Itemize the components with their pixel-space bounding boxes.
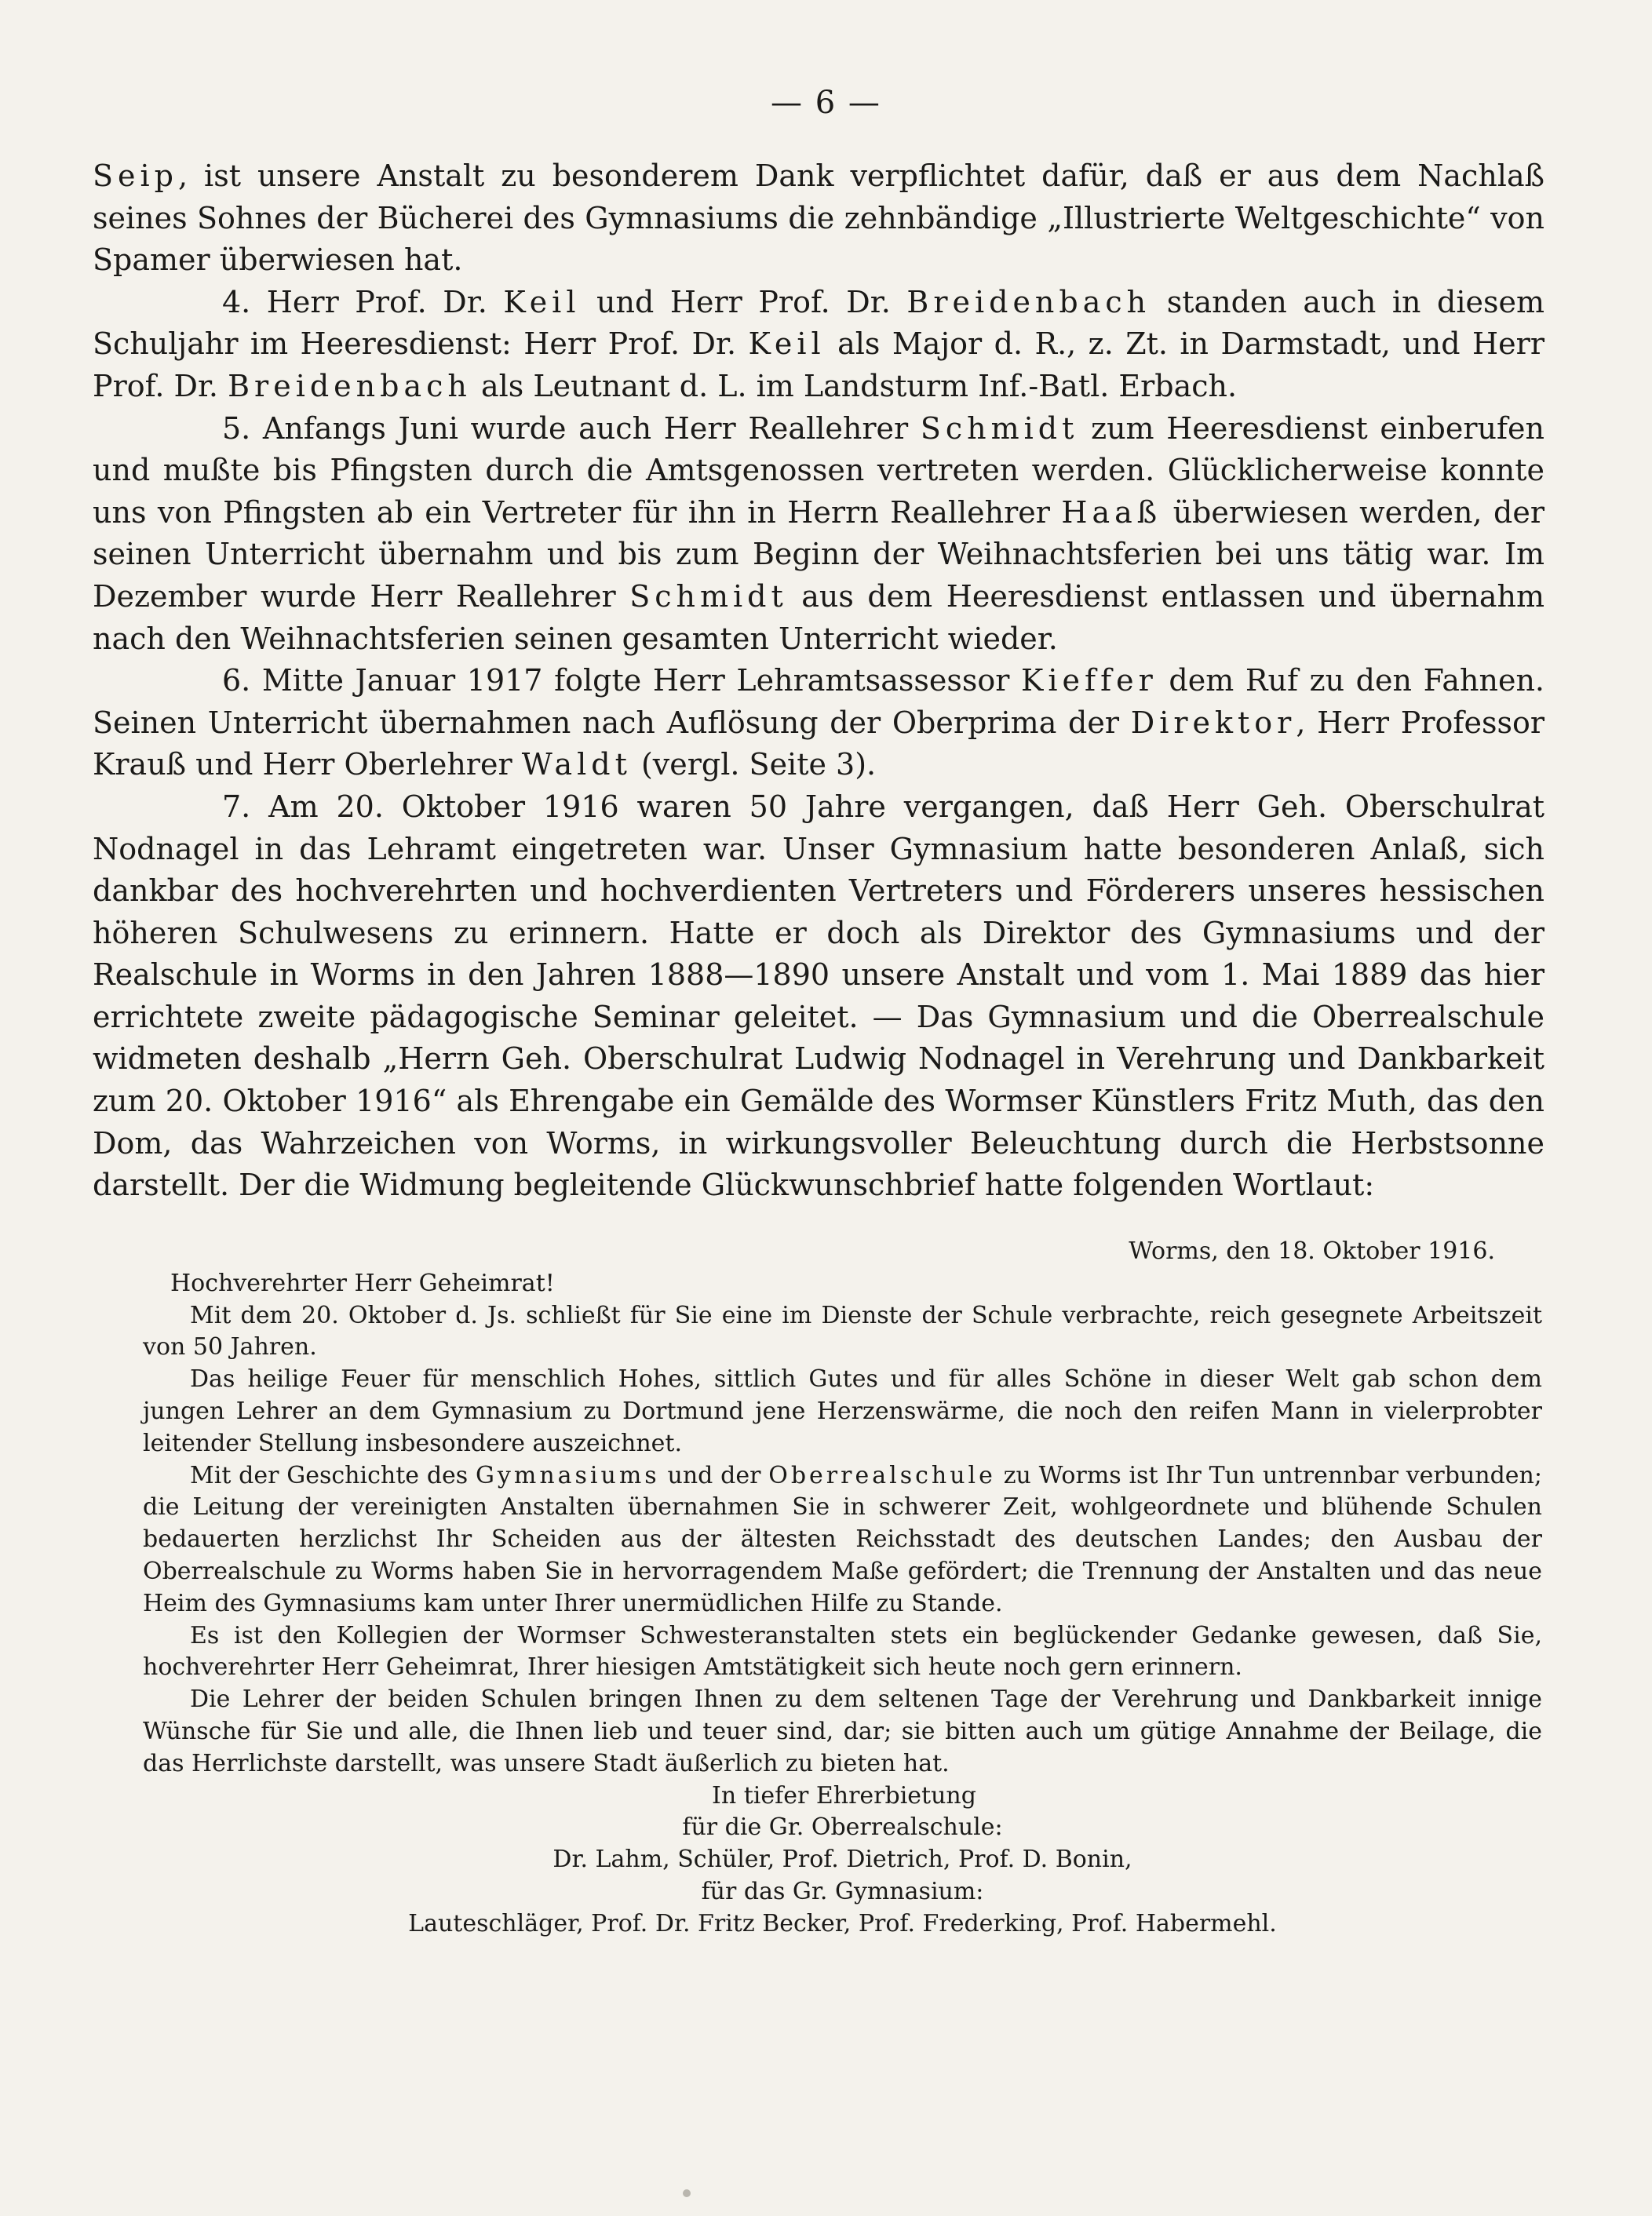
report-body [93,155,1544,1207]
paragraph-text: und Herr Oberlehrer [186,747,522,782]
paragraph-text: , ist unsere Anstalt zu besonderem Dank verpflichtet dafür, daß er aus dem Nachlaß seines Sohnes der Bücherei des Gymnasiums die zehnbändige „Illustrierte Weltgeschichte“ von Spamer überwiesen hat. [93,159,1544,278]
paragraph-text: 4. Herr Prof. Dr. [222,284,504,319]
paragraph-text: aus dem Heeresdienst entlassen und übernahm nach den Weihnachtsferien seinen gesamten Unterricht wieder. [93,578,1544,656]
signatory-heading-gymnasium: für das Gr. Gymnasium: [701,1877,984,1905]
letter-closing: In tiefer Ehrerbietung [712,1781,976,1810]
name-emphasis: Kieffer [1021,663,1158,698]
name-emphasis: Haaß [1061,494,1162,530]
name-emphasis: Seip [93,159,178,193]
paragraph-text: 7. Am 20. Oktober 1916 waren 50 Jahre vergangen, daß Herr Geh. Oberschulrat [222,789,1544,824]
letter-text: und der [659,1461,769,1489]
letter-salutation: Hochverehrter Herr Geheimrat! [170,1269,555,1297]
paragraph-6 [93,660,1544,786]
letter-paragraph: Die Lehrer der beiden Schulen bringen Ihnen zu dem seltenen Tage der Verehrung und Dankbarkeit innige Wünsche für Sie und alle, die Ihnen lieb und teuer sind, dar; sie bitten auch um gütige Annahme der Beilage, die das Herrlichste darstellt, was unsere Stadt äußerlich zu bieten hat. [143,1686,1542,1777]
letter-paragraph: Mit dem 20. Oktober d. Js. schließt für Sie eine im Dienste der Schule verbrachte, reich gesegnete Arbeitszeit von 50 Jahren. [143,1301,1542,1361]
paragraph-text: in das Lehramt eingetreten war. Unser Gymnasium hatte besonderen Anlaß, sich dankbar des hochverehrten und hochverdienten Vertreters und Förderers unseres hessischen höheren Schulwesens zu erinnern. Hatte er doch als Direktor des Gymnasiums und der Realschule in Worms in den Jahren 1888—1890 unsere Anstalt und vom 1. Mai 1889 das hier errichtete zweite pädagogische Seminar geleitet. — Das Gymnasium und die Oberrealschule widmeten deshalb „Herrn Geh. Oberschulrat Ludwig Nodnagel in Verehrung und Dankbarkeit zum 20. Oktober 1916“ als Ehrengabe ein Gemälde des Wormser Künstlers Fritz Muth, das den Dom, das Wahrzeichen von Worms, in wirkungsvoller Beleuchtung durch die Herbstsonne darstellt. Der die Widmung begleitende Glückwunschbrief hatte folgenden Wortlaut: [93,831,1544,1203]
letter-paragraph: Es ist den Kollegien der Wormser Schwesteranstalten stets ein beglückender Gedanke gewesen, daß Sie, hochverehrter Herr Geheimrat, Ihrer hiesigen Amtstätigkeit sich heute noch gern erinnern. [143,1621,1542,1682]
page-number: — 6 — [771,85,881,121]
name-plain: Nodnagel [93,831,239,866]
name-emphasis: Waldt [521,747,632,782]
name-emphasis: Keil [503,284,581,319]
paragraph-5 [93,408,1544,661]
paragraph-text: 6. Mitte Januar 1917 folgte Herr Lehramtsassessor [222,663,1022,698]
paragraph-7 [93,786,1544,1207]
name-plain: Krauß [93,747,187,782]
paragraph-seip [93,155,1544,282]
signatories-gymnasium: Lauteschläger, Prof. Dr. Fritz Becker, Prof. Frederking, Prof. Habermehl. [408,1909,1277,1937]
name-emphasis: Keil [748,326,826,362]
name-emphasis: Breidenbach [906,284,1151,319]
paper-speck [683,2189,691,2197]
name-emphasis: Breidenbach [228,368,472,403]
signatory-heading-oberrealschule: für die Gr. Oberrealschule: [682,1813,1003,1842]
name-emphasis: Schmidt [920,410,1079,446]
signatories-oberrealschule: Dr. Lahm, Schüler, Prof. Dietrich, Prof. D. Bonin, [552,1846,1132,1874]
congratulatory-letter [143,1236,1542,1941]
letter-text: Mit der Geschichte des [190,1461,476,1489]
paragraph-text: dem Ruf zu den Fahnen. Seinen Unterricht übernahmen nach Auflösung der Oberprima der [93,663,1544,740]
paragraph-text: und Herr Prof. Dr. [580,284,907,319]
paragraph-text: , Herr Professor [1296,705,1545,740]
name-emphasis: Direktor [1130,705,1296,740]
paragraph-text: überwiesen werden, der seinen Unterricht übernahm und bis zum Beginn der Weihnachtsferien bei uns tätig war. Im Dezember wurde Herr Reallehrer [93,494,1544,614]
paragraph-text: standen auch in diesem Schuljahr im Heeresdienst: Herr Prof. Dr. [93,284,1545,362]
letter-text: zu Worms ist Ihr Tun untrennbar verbunden; die Leitung der vereinigten Anstalten übernahmen Sie in schwerer Zeit, wohlgeordnete und blühende Schulen bedauerten herzlichst Ihr Scheiden aus der ältesten Reichsstadt des deutschen Landes; den Ausbau der Oberrealschule zu Worms haben Sie in hervorragendem Maße gefördert; die Trennung der Anstalten und das neue Heim des Gymnasiums kam unter Ihrer unermüdlichen Hilfe zu Stande. [143,1461,1542,1617]
letter-emphasis: Gymnasiums [475,1461,660,1489]
paragraph-text: 5. Anfangs Juni wurde auch Herr Reallehrer [222,410,921,446]
paragraph-text: zum Heeresdienst einberufen und mußte bis Pfingsten durch die Amtsgenossen vertreten werden. Glücklicherweise konnte uns von Pfingsten ab ein Vertreter für ihn in Herrn Reallehrer [93,410,1544,530]
letter-paragraph: Das heilige Feuer für menschlich Hohes, sittlich Gutes und für alles Schöne in dieser Welt gab schon dem jungen Lehrer an dem Gymnasium zu Dortmund jene Herzenswärme, die noch den reifen Mann in vielerprobter leitender Stellung insbesondere auszeichnet. [143,1365,1542,1457]
paragraph-text: (vergl. Seite 3). [631,747,877,782]
paragraph-text: als Leutnant d. L. im Landsturm Inf.-Batl. Erbach. [471,368,1238,403]
name-emphasis: Schmidt [629,578,788,614]
letter-emphasis: Oberrealschule [768,1461,996,1489]
letter-place-date: Worms, den 18. Oktober 1916. [1129,1237,1495,1265]
letter-paragraph [143,1460,1542,1620]
paragraph-text: als Major d. R., z. Zt. in Darmstadt, und Herr Prof. Dr. [93,326,1544,403]
paragraph-4 [93,282,1544,408]
